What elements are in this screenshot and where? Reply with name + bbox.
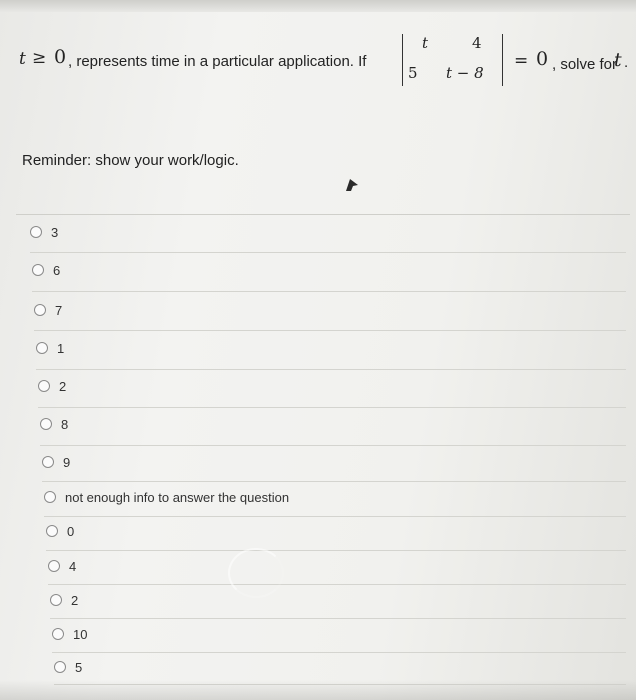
det-bar-right [502, 34, 503, 86]
radio-button[interactable] [54, 661, 66, 673]
zero-value: 0 [54, 46, 67, 68]
option-label: 2 [59, 378, 67, 394]
option-0[interactable] [46, 521, 74, 541]
option-6[interactable] [32, 260, 60, 280]
option-label: not enough info to answer the question [65, 489, 290, 505]
option-label: 7 [55, 302, 63, 318]
option-3[interactable] [30, 222, 58, 242]
bottom-edge [0, 680, 636, 700]
rhs-zero: 0 [536, 48, 549, 70]
option-label: 3 [51, 224, 59, 240]
option-divider [40, 445, 626, 446]
option-not-enough-info[interactable] [44, 487, 289, 507]
radio-button[interactable] [48, 560, 60, 572]
det-cell-12: 4 [472, 34, 482, 52]
option-divider [44, 516, 626, 517]
det-cell-22: t − 8 [446, 64, 484, 82]
reminder-text: Reminder: show your work/logic. [22, 152, 239, 169]
option-label: 2 [71, 592, 79, 608]
option-label: 10 [73, 626, 88, 642]
ge-symbol: ≥ [32, 48, 47, 68]
option-divider [46, 550, 626, 551]
radio-button[interactable] [44, 491, 56, 503]
var-t: t [19, 49, 26, 69]
det-cell-21: 5 [408, 64, 418, 82]
radio-button[interactable] [32, 264, 44, 276]
det-cell-11: t [422, 34, 429, 52]
radio-button[interactable] [36, 342, 48, 354]
option-divider [52, 652, 626, 653]
option-divider [30, 252, 626, 253]
radio-button[interactable] [52, 628, 64, 640]
option-label: 1 [57, 340, 65, 356]
option-divider [42, 481, 626, 482]
option-divider [34, 330, 626, 331]
option-divider [38, 407, 626, 408]
option-divider [50, 618, 626, 619]
determinant [402, 34, 510, 88]
mouse-pointer-icon [345, 177, 359, 193]
equals-sign: = [514, 51, 529, 71]
period: . [624, 54, 629, 71]
question-text-before: , represents time in a particular application. If [68, 53, 367, 70]
option-5[interactable] [54, 657, 82, 677]
option-label: 4 [69, 558, 77, 574]
option-9[interactable] [42, 452, 70, 472]
screen-glare [228, 548, 284, 598]
option-label: 0 [67, 523, 75, 539]
option-label: 5 [75, 659, 83, 675]
options-top-divider [16, 214, 630, 215]
option-2[interactable] [38, 376, 66, 396]
radio-button[interactable] [40, 418, 52, 430]
option-10[interactable] [52, 624, 87, 644]
option-divider [48, 584, 626, 585]
top-edge [0, 0, 636, 12]
radio-button[interactable] [46, 525, 58, 537]
option-4[interactable] [48, 556, 76, 576]
question-text-after: , solve for [552, 56, 618, 73]
option-8[interactable] [40, 414, 68, 434]
option-2-repeat[interactable] [50, 590, 78, 610]
option-label: 8 [61, 416, 69, 432]
option-label: 6 [53, 262, 61, 278]
det-bar-left [402, 34, 403, 86]
option-label: 9 [63, 454, 71, 470]
radio-button[interactable] [30, 226, 42, 238]
option-1[interactable] [36, 338, 64, 358]
option-divider [32, 291, 626, 292]
option-divider [36, 369, 626, 370]
var-t-final: t [614, 49, 622, 71]
radio-button[interactable] [42, 456, 54, 468]
option-7[interactable] [34, 300, 62, 320]
question-prompt [18, 34, 630, 94]
radio-button[interactable] [38, 380, 50, 392]
radio-button[interactable] [50, 594, 62, 606]
radio-button[interactable] [34, 304, 46, 316]
